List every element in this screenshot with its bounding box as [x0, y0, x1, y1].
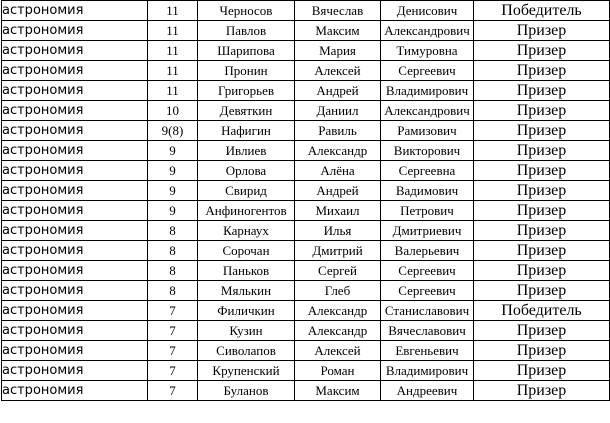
grade-cell: 9 — [148, 141, 198, 161]
grade-cell: 7 — [148, 361, 198, 381]
patronymic-cell: Вячеславович — [381, 321, 474, 341]
status-cell: Победитель — [474, 301, 610, 321]
subject-cell: астрономия — [2, 41, 148, 61]
grade-cell: 11 — [148, 41, 198, 61]
status-cell: Призер — [474, 241, 610, 261]
table-row — [2, 81, 610, 101]
table-row — [2, 281, 610, 301]
subject-cell: астрономия — [2, 181, 148, 201]
last-name-cell: Орлова — [198, 161, 295, 181]
patronymic-cell: Сергеевич — [381, 281, 474, 301]
first-name-cell: Алексей — [295, 341, 381, 361]
table-row — [2, 241, 610, 261]
subject-cell: астрономия — [2, 21, 148, 41]
subject-cell: астрономия — [2, 121, 148, 141]
first-name-cell: Максим — [295, 21, 381, 41]
status-cell: Призер — [474, 221, 610, 241]
first-name-cell: Роман — [295, 361, 381, 381]
first-name-cell: Михаил — [295, 201, 381, 221]
table-row — [2, 261, 610, 281]
grade-cell: 11 — [148, 81, 198, 101]
last-name-cell: Сиволапов — [198, 341, 295, 361]
subject-cell: астрономия — [2, 141, 148, 161]
grade-cell: 8 — [148, 261, 198, 281]
status-cell: Призер — [474, 81, 610, 101]
last-name-cell: Мялькин — [198, 281, 295, 301]
grade-cell: 8 — [148, 221, 198, 241]
last-name-cell: Черносов — [198, 1, 295, 21]
grade-cell: 10 — [148, 101, 198, 121]
grade-cell: 9 — [148, 161, 198, 181]
subject-cell: астрономия — [2, 161, 148, 181]
status-cell: Призер — [474, 381, 610, 401]
grade-cell: 7 — [148, 341, 198, 361]
table-row — [2, 21, 610, 41]
subject-cell: астрономия — [2, 281, 148, 301]
status-cell: Призер — [474, 201, 610, 221]
patronymic-cell: Тимуровна — [381, 41, 474, 61]
grade-cell: 7 — [148, 321, 198, 341]
first-name-cell: Алёна — [295, 161, 381, 181]
table-row — [2, 181, 610, 201]
status-cell: Призер — [474, 61, 610, 81]
table-row — [2, 121, 610, 141]
patronymic-cell: Дмитриевич — [381, 221, 474, 241]
last-name-cell: Свирид — [198, 181, 295, 201]
patronymic-cell: Петрович — [381, 201, 474, 221]
subject-cell: астрономия — [2, 261, 148, 281]
patronymic-cell: Валерьевич — [381, 241, 474, 261]
first-name-cell: Илья — [295, 221, 381, 241]
table-row — [2, 321, 610, 341]
patronymic-cell: Рамизович — [381, 121, 474, 141]
grade-cell: 8 — [148, 281, 198, 301]
status-cell: Призер — [474, 21, 610, 41]
first-name-cell: Александр — [295, 141, 381, 161]
table-row — [2, 201, 610, 221]
subject-cell: астрономия — [2, 201, 148, 221]
grade-cell: 9 — [148, 201, 198, 221]
last-name-cell: Филичкин — [198, 301, 295, 321]
status-cell: Призер — [474, 361, 610, 381]
status-cell: Призер — [474, 321, 610, 341]
grade-cell: 11 — [148, 61, 198, 81]
table-row — [2, 341, 610, 361]
subject-cell: астрономия — [2, 241, 148, 261]
first-name-cell: Равиль — [295, 121, 381, 141]
table-row — [2, 301, 610, 321]
last-name-cell: Карнаух — [198, 221, 295, 241]
subject-cell: астрономия — [2, 101, 148, 121]
subject-cell: астрономия — [2, 81, 148, 101]
table-row — [2, 221, 610, 241]
patronymic-cell: Андреевич — [381, 381, 474, 401]
patronymic-cell: Сергеевна — [381, 161, 474, 181]
table-row — [2, 141, 610, 161]
subject-cell: астрономия — [2, 361, 148, 381]
table-row — [2, 1, 610, 21]
last-name-cell: Ивлиев — [198, 141, 295, 161]
first-name-cell: Максим — [295, 381, 381, 401]
patronymic-cell: Евгеньевич — [381, 341, 474, 361]
status-cell: Призер — [474, 101, 610, 121]
last-name-cell: Сорочан — [198, 241, 295, 261]
last-name-cell: Павлов — [198, 21, 295, 41]
first-name-cell: Вячеслав — [295, 1, 381, 21]
results-table — [1, 0, 610, 401]
grade-cell: 9(8) — [148, 121, 198, 141]
first-name-cell: Мария — [295, 41, 381, 61]
subject-cell: астрономия — [2, 321, 148, 341]
patronymic-cell: Викторович — [381, 141, 474, 161]
grade-cell: 7 — [148, 301, 198, 321]
patronymic-cell: Сергеевич — [381, 61, 474, 81]
patronymic-cell: Денисович — [381, 1, 474, 21]
grade-cell: 9 — [148, 181, 198, 201]
patronymic-cell: Сергеевич — [381, 261, 474, 281]
status-cell: Призер — [474, 281, 610, 301]
status-cell: Призер — [474, 261, 610, 281]
grade-cell: 11 — [148, 21, 198, 41]
first-name-cell: Александр — [295, 301, 381, 321]
first-name-cell: Александр — [295, 321, 381, 341]
table-row — [2, 61, 610, 81]
first-name-cell: Сергей — [295, 261, 381, 281]
table-row — [2, 161, 610, 181]
patronymic-cell: Владимирович — [381, 81, 474, 101]
grade-cell: 8 — [148, 241, 198, 261]
table-row — [2, 361, 610, 381]
last-name-cell: Анфиногентов — [198, 201, 295, 221]
patronymic-cell: Александрович — [381, 101, 474, 121]
results-table-body — [2, 1, 610, 401]
last-name-cell: Паньков — [198, 261, 295, 281]
status-cell: Призер — [474, 161, 610, 181]
subject-cell: астрономия — [2, 341, 148, 361]
status-cell: Победитель — [474, 1, 610, 21]
last-name-cell: Нафигин — [198, 121, 295, 141]
last-name-cell: Пронин — [198, 61, 295, 81]
subject-cell: астрономия — [2, 61, 148, 81]
status-cell: Призер — [474, 181, 610, 201]
last-name-cell: Кузин — [198, 321, 295, 341]
patronymic-cell: Вадимович — [381, 181, 474, 201]
table-row — [2, 381, 610, 401]
last-name-cell: Крупенский — [198, 361, 295, 381]
last-name-cell: Девяткин — [198, 101, 295, 121]
status-cell: Призер — [474, 41, 610, 61]
status-cell: Призер — [474, 141, 610, 161]
last-name-cell: Буланов — [198, 381, 295, 401]
first-name-cell: Андрей — [295, 81, 381, 101]
grade-cell: 11 — [148, 1, 198, 21]
last-name-cell: Шарипова — [198, 41, 295, 61]
first-name-cell: Андрей — [295, 181, 381, 201]
subject-cell: астрономия — [2, 221, 148, 241]
table-row — [2, 41, 610, 61]
patronymic-cell: Владимирович — [381, 361, 474, 381]
subject-cell: астрономия — [2, 1, 148, 21]
first-name-cell: Алексей — [295, 61, 381, 81]
status-cell: Призер — [474, 341, 610, 361]
first-name-cell: Даниил — [295, 101, 381, 121]
status-cell: Призер — [474, 121, 610, 141]
first-name-cell: Глеб — [295, 281, 381, 301]
first-name-cell: Дмитрий — [295, 241, 381, 261]
table-row — [2, 101, 610, 121]
grade-cell: 7 — [148, 381, 198, 401]
last-name-cell: Григорьев — [198, 81, 295, 101]
patronymic-cell: Станиславович — [381, 301, 474, 321]
subject-cell: астрономия — [2, 381, 148, 401]
patronymic-cell: Александрович — [381, 21, 474, 41]
subject-cell: астрономия — [2, 301, 148, 321]
